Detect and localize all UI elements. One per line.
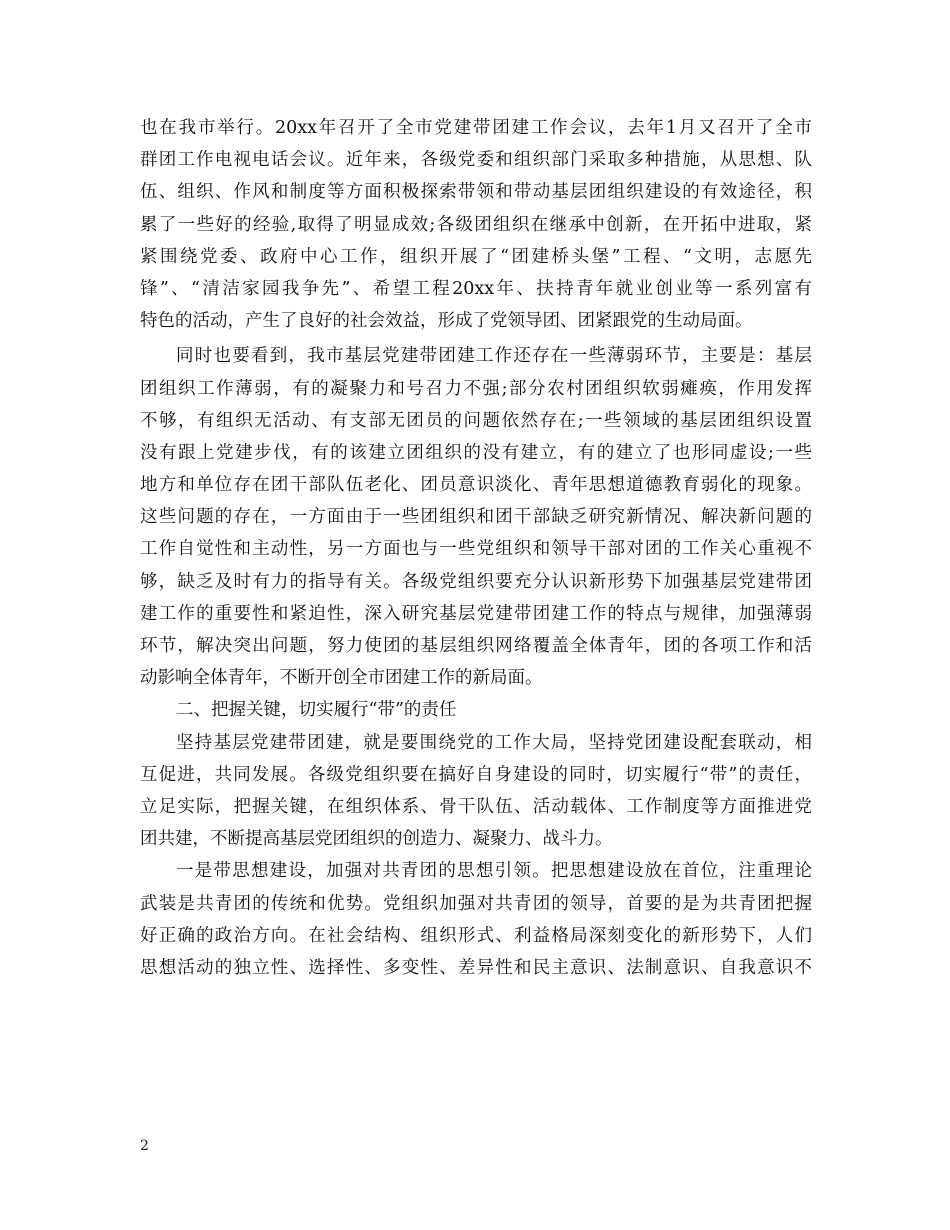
text-line: 这些问题的存在，一方面由于一些团组织和团干部缺乏研究新情况、解决新问题的 [140,507,812,528]
text-line: 动影响全体青年，不断开创全市团建工作的新局面。 [140,668,543,689]
text-line: 武装是共青团的传统和优势。党组织加强对共青团的领导，首要的是为共青团把握 [140,893,812,914]
text-line: 锋”、“清洁家园我争先”、希望工程20xx年、扶持青年就业创业等一系列富有 [140,278,812,299]
text-line: 累了一些好的经验,取得了明显成效;各级团组织在继承中创新，在开拓中进取，紧 [140,214,812,235]
text-line: 地方和单位存在团干部队伍老化、团员意识淡化、青年思想道德教育弱化的现象。 [140,475,812,496]
text-line: 紧围绕党委、政府中心工作，组织开展了“团建桥头堡”工程、“文明，志愿先 [140,246,812,267]
text-line: 互促进，共同发展。各级党组织要在搞好自身建设的同时，切实履行“带”的责任， [140,764,812,785]
text-line: 工作自觉性和主动性，另一方面也与一些党组织和领导干部对团的工作关心重视不 [140,539,812,560]
text-line: 团共建，不断提高基层党团组织的创造力、凝聚力、战斗力。 [140,829,613,850]
text-line: 同时也要看到，我市基层党建带团建工作还存在一些薄弱环节，主要是：基层 [176,346,812,367]
text-line: 坚持基层党建带团建，就是要围绕党的工作大局，坚持党团建设配套联动，相 [176,732,812,753]
text-line: 思想活动的独立性、选择性、多变性、差异性和民主意识、法制意识、自我意识不 [140,957,812,978]
text-line: 团组织工作薄弱，有的凝聚力和号召力不强;部分农村团组织软弱瘫痪，作用发挥 [140,378,812,399]
text-line: 够，缺乏及时有力的指导有关。各级党组织要充分认识新形势下加强基层党建带团 [140,571,812,592]
paragraph [140,340,812,694]
paragraph [140,727,812,856]
paragraph [140,112,812,337]
paragraph [140,855,812,984]
text-line: 群团工作电视电话会议。近年来，各级党委和组织部门采取多种措施，从思想、队 [140,150,812,171]
text-line: 立足实际，把握关键，在组织体系、骨干队伍、活动载体、工作制度等方面推进党 [140,796,812,817]
text-line: 没有跟上党建步伐，有的该建立团组织的没有建立，有的建立了也形同虚设;一些 [140,442,812,463]
document-body [140,112,812,984]
text-line: 二、把握关键，切实履行“带”的责任 [176,700,457,721]
text-line: 建工作的重要性和紧迫性，深入研究基层党建带团建工作的特点与规律，加强薄弱 [140,603,812,624]
text-line: 一是带思想建设，加强对共青团的思想引领。把思想建设放在首位，注重理论 [176,861,812,882]
text-line: 环节，解决突出问题，努力使团的基层组织网络覆盖全体青年，团的各项工作和活 [140,636,812,656]
paragraph [140,694,812,726]
text-line: 特色的活动，产生了良好的社会效益，形成了党领导团、团紧跟党的生动局面。 [140,311,753,332]
page-number: 2 [140,1138,149,1154]
text-line: 不够，有组织无活动、有支部无团员的问题依然存在;一些领域的基层团组织设置 [140,410,812,431]
text-line: 好正确的政治方向。在社会结构、组织形式、利益格局深刻变化的新形势下，人们 [140,925,812,946]
text-line: 伍、组织、作风和制度等方面积极探索带领和带动基层团组织建设的有效途径，积 [140,182,812,203]
text-line: 也在我市举行。20xx年召开了全市党建带团建工作会议，去年1月又召开了全市 [140,118,812,138]
